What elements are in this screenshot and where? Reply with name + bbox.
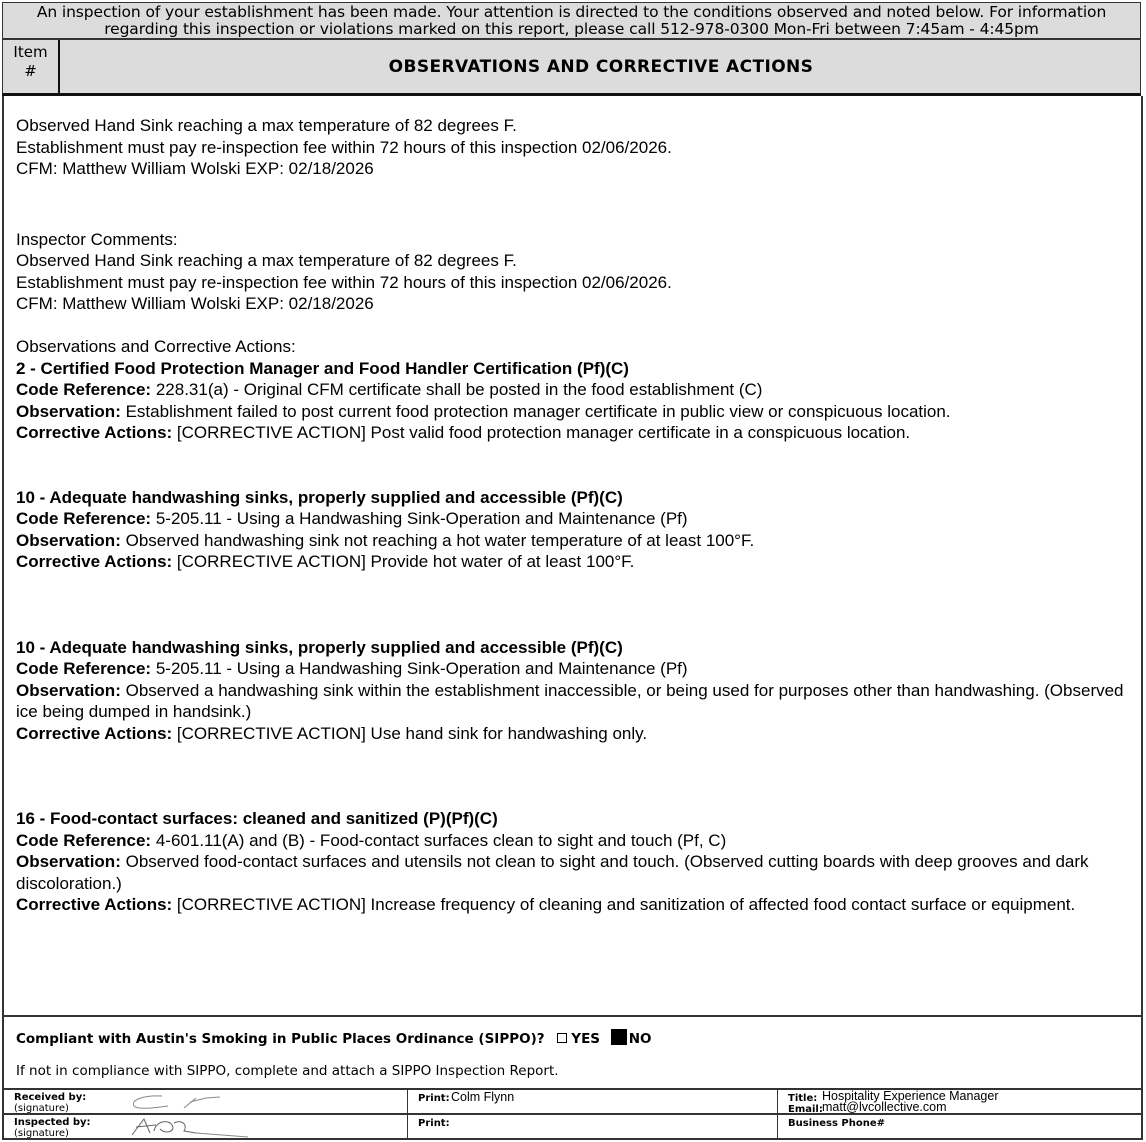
no-label: NO xyxy=(628,1031,652,1047)
violation-item xyxy=(16,808,1126,916)
sippo-compliance-section xyxy=(2,1015,1143,1089)
received-print-value: Colm Flynn xyxy=(451,1090,515,1104)
item-number-column-header xyxy=(3,40,60,94)
notice-line-1: An inspection of your establishment has been made. Your attention is directed to the conditions observed and noted below. For information xyxy=(36,3,1107,21)
received-by-label: Received by: xyxy=(14,1092,87,1103)
sippo-note: If not in compliance with SIPPO, complete and attach a SIPPO Inspection Report. xyxy=(16,1063,559,1079)
sippo-question-row xyxy=(16,1029,652,1047)
observations-heading: Observations and Corrective Actions: xyxy=(16,337,296,356)
title-email-cell xyxy=(778,1090,1141,1113)
received-signature-icon xyxy=(124,1092,234,1112)
title-label: Title: xyxy=(788,1093,818,1104)
code-reference-label: Code Reference: xyxy=(16,509,152,528)
summary-line: Observed Hand Sink reaching a max temperature of 82 degrees F. xyxy=(16,116,517,135)
code-reference-value: 228.31(a) - Original CFM certificate shall be posted in the food establishment (C) xyxy=(155,380,763,399)
violation-item xyxy=(16,487,1126,573)
received-print-cell xyxy=(408,1090,778,1113)
observation-label: Observation: xyxy=(16,401,121,421)
signature-sublabel: (signature) xyxy=(14,1128,69,1139)
observation-value: Observed handwashing sink not reaching a hot water temperature of at least 100°F. xyxy=(125,530,755,550)
signature-sublabel: (signature) xyxy=(14,1103,69,1114)
print-label: Print: xyxy=(418,1118,450,1129)
code-reference-label: Code Reference: xyxy=(16,830,152,850)
observation-value: Observed food-contact surfaces and utensils not clean to sight and touch. (Observed cutting boards with deep grooves and dark discoloration.) xyxy=(16,852,1089,893)
received-by-row xyxy=(2,1089,1143,1114)
corrective-actions-value: [CORRECTIVE ACTION] Post valid food protection manager certificate in a conspicuous location. xyxy=(176,423,911,442)
corrective-actions-label: Corrective Actions: xyxy=(16,895,173,914)
code-reference-label: Code Reference: xyxy=(16,380,152,399)
email-label: Email: xyxy=(788,1104,823,1115)
code-reference-value: 4-601.11(A) and (B) - Food-contact surfaces clean to sight and touch (Pf, C) xyxy=(155,830,727,850)
violation-item xyxy=(16,637,1126,745)
inspected-by-row xyxy=(2,1114,1143,1140)
inspector-comment-line: Establishment must pay re-inspection fee within 72 hours of this inspection 02/06/2026. xyxy=(16,272,672,292)
notice-line-2: regarding this inspection or violations marked on this report, please call 512-978-0300 Mon-Fri between 7:45am - 4:45pm xyxy=(104,20,1039,38)
observation-label: Observation: xyxy=(16,680,121,700)
code-reference-label: Code Reference: xyxy=(16,659,152,678)
title-value: Hospitality Experience Manager xyxy=(822,1089,999,1103)
observation-label: Observation: xyxy=(16,852,121,871)
violation-title: 16 - Food-contact surfaces: cleaned and sanitized (P)(Pf)(C) xyxy=(16,809,498,828)
email-value: matt@lvcollective.com xyxy=(822,1100,947,1114)
violation-title: 2 - Certified Food Protection Manager and Food Handler Certification (Pf)(C) xyxy=(16,358,629,378)
observation-value: Observed a handwashing sink within the establishment inaccessible, or being used for purposes other than handwashing. (Observed ice being dumped in handsink.) xyxy=(16,680,1124,721)
observations-header xyxy=(2,39,1141,96)
corrective-actions-value: [CORRECTIVE ACTION] Use hand sink for handwashing only. xyxy=(176,723,648,743)
inspected-signature-cell xyxy=(4,1115,408,1138)
business-phone-label: Business Phone# xyxy=(788,1118,886,1129)
inspector-signature-icon xyxy=(126,1115,256,1139)
sippo-question: Compliant with Austin's Smoking in Public Places Ordinance (SIPPO)? xyxy=(16,1031,545,1047)
corrective-actions-label: Corrective Actions: xyxy=(16,423,173,442)
code-reference-value: 5-205.11 - Using a Handwashing Sink-Operation and Maintenance (Pf) xyxy=(155,659,688,678)
observation-value: Establishment failed to post current food protection manager certificate in public view or conspicuous location. xyxy=(125,401,951,421)
business-phone-cell xyxy=(778,1115,1141,1138)
print-label: Print: xyxy=(418,1093,450,1104)
inspected-by-label: Inspected by: xyxy=(14,1117,91,1128)
inspection-notice xyxy=(2,2,1141,39)
violation-item xyxy=(16,358,1126,444)
yes-checkbox[interactable] xyxy=(557,1033,567,1043)
violation-title: 10 - Adequate handwashing sinks, properly supplied and accessible (Pf)(C) xyxy=(16,637,623,657)
summary-line: Establishment must pay re-inspection fee within 72 hours of this inspection 02/06/2026. xyxy=(16,137,672,157)
yes-label: YES xyxy=(571,1031,601,1047)
violation-title: 10 - Adequate handwashing sinks, properly supplied and accessible (Pf)(C) xyxy=(16,487,623,507)
inspector-comment-line: Observed Hand Sink reaching a max temperature of 82 degrees F. xyxy=(16,251,517,270)
summary-line: CFM: Matthew William Wolski EXP: 02/18/2026 xyxy=(16,159,374,178)
corrective-actions-label: Corrective Actions: xyxy=(16,552,173,571)
received-signature-cell xyxy=(4,1090,408,1113)
item-label: Item xyxy=(13,43,48,61)
no-checkbox-checked[interactable] xyxy=(611,1029,627,1045)
corrective-actions-label: Corrective Actions: xyxy=(16,723,173,743)
code-reference-value: 5-205.11 - Using a Handwashing Sink-Operation and Maintenance (Pf) xyxy=(155,509,688,528)
inspected-print-cell xyxy=(408,1115,778,1138)
observations-content xyxy=(16,115,1126,916)
corrective-actions-value: [CORRECTIVE ACTION] Increase frequency of cleaning and sanitization of affected food contact surface or equipment. xyxy=(176,895,1076,914)
item-hash-label: # xyxy=(24,62,37,80)
section-title: OBSERVATIONS AND CORRECTIVE ACTIONS xyxy=(388,57,814,77)
corrective-actions-value: [CORRECTIVE ACTION] Provide hot water of at least 100°F. xyxy=(176,552,635,571)
observation-label: Observation: xyxy=(16,530,121,550)
inspector-comments-heading: Inspector Comments: xyxy=(16,229,178,249)
inspector-comment-line: CFM: Matthew William Wolski EXP: 02/18/2026 xyxy=(16,294,374,313)
